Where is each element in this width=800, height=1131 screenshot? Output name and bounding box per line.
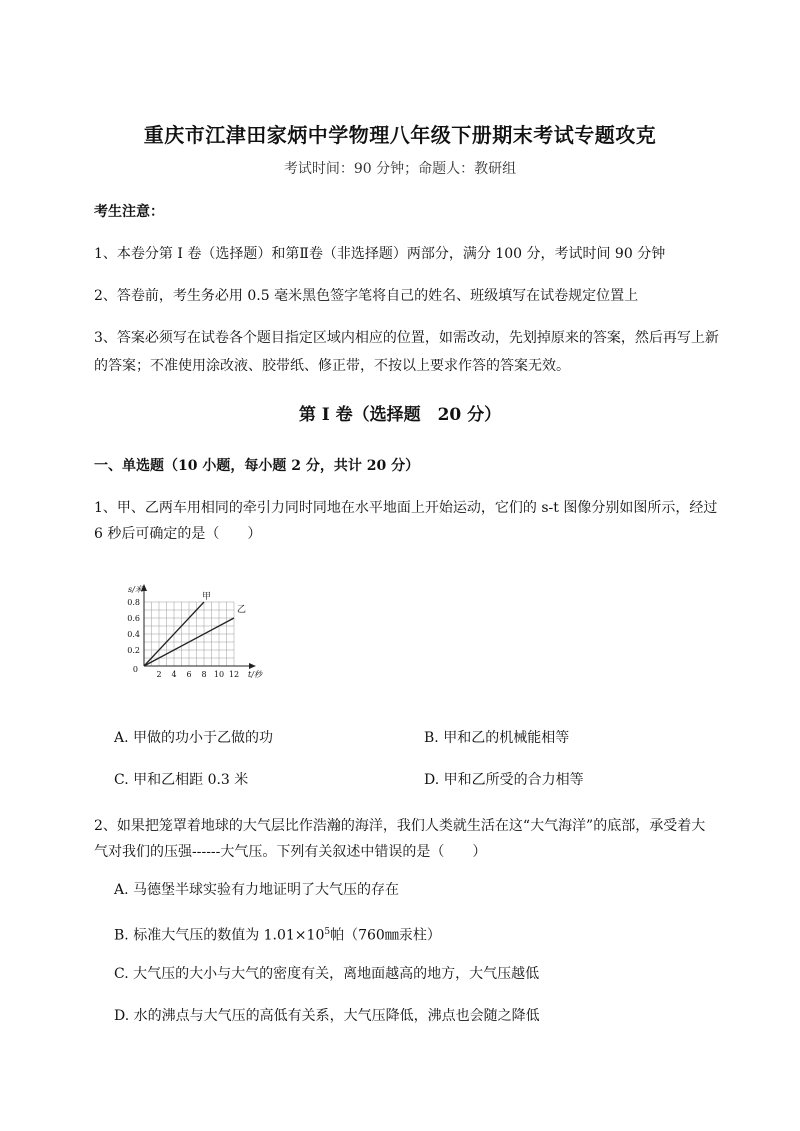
q1-option-a[interactable]: A. 甲做的功小于乙做的功 xyxy=(114,730,274,746)
y-axis-title: s/米 xyxy=(128,585,143,594)
notice-item-2: 2、答卷前，考生务必用 0.5 毫米黑色签字笔将自己的姓名、班级填写在试卷规定位置上 xyxy=(94,288,639,304)
page-title: 重庆市江津田家炳中学物理八年级下册期末考试专题攻克 xyxy=(143,123,657,147)
origin-label: 0 xyxy=(132,665,138,674)
y-tick-label: 0.6 xyxy=(127,614,140,623)
exam-info: 考试时间：90 分钟；命题人：教研组 xyxy=(283,161,517,177)
x-tick-label: 10 xyxy=(213,670,225,679)
part-heading: 一、单选题（10 小题，每小题 2 分，共计 20 分） xyxy=(94,458,420,474)
chart-axes xyxy=(141,584,256,669)
q2-option-b-suffix: 帕（760㎜汞柱） xyxy=(330,927,441,944)
q2-option-b[interactable] xyxy=(114,922,441,946)
x-tick-label: 4 xyxy=(171,670,177,679)
x-tick-label: 2 xyxy=(156,670,162,679)
section-title: 第 I 卷（选择题 20 分） xyxy=(298,405,502,425)
notice-heading: 考生注意： xyxy=(94,204,164,220)
x-tick-label: 8 xyxy=(201,670,207,679)
y-tick-label: 0.4 xyxy=(127,630,140,639)
x-tick-label: 6 xyxy=(186,670,192,679)
y-tick-label: 0.8 xyxy=(127,598,140,607)
x-tick-label: 12 xyxy=(228,670,240,679)
q2-option-c[interactable]: C. 大气压的大小与大气的密度有关，离地面越高的地方，大气压越低 xyxy=(114,966,540,982)
question-1-stem-line1: 1、甲、乙两车用相同的牵引力同时同地在水平地面上开始运动，它们的 s-t 图像分别如图所示，经过 xyxy=(94,500,718,516)
series-label: 乙 xyxy=(237,605,247,615)
chart-labels xyxy=(127,585,264,679)
q2-option-b-exponent: 5 xyxy=(324,927,331,937)
question-2-stem-line1: 2、如果把笼罩着地球的大气层比作浩瀚的海洋，我们人类就生活在这“大气海洋”的底部，承受着大 xyxy=(94,818,706,834)
question-1-stem-line2: 6 秒后可确定的是（ ） xyxy=(94,526,262,542)
notice-item-3: 3、答案必须写在试卷各个题目指定区域内相应的位置，如需改动，先划掉原来的答案，然后再写上新的答案；不准使用涂改液、胶带纸、修正带，不按以上要求作答的答案无效。 xyxy=(94,330,719,374)
st-graph xyxy=(112,570,272,690)
q1-option-b[interactable]: B. 甲和乙的机械能相等 xyxy=(424,730,570,746)
q2-option-a[interactable]: A. 马德堡半球实验有力地证明了大气压的存在 xyxy=(114,882,400,898)
question-2-stem-line2: 气对我们的压强------大气压。下列有关叙述中错误的是（ ） xyxy=(94,844,487,860)
x-axis-title: t/秒 xyxy=(248,670,262,679)
series-label: 甲 xyxy=(202,592,212,602)
notice-item-1: 1、本卷分第 I 卷（选择题）和第Ⅱ卷（非选择题）两部分，满分 100 分，考试时间 90 分钟 xyxy=(94,246,666,262)
x-axis-arrow xyxy=(249,663,256,669)
q1-option-d[interactable]: D. 甲和乙所受的合力相等 xyxy=(424,772,584,788)
q1-option-c[interactable]: C. 甲和乙相距 0.3 米 xyxy=(114,772,249,788)
q2-option-b-prefix: B. 标准大气压的数值为 1.01×10 xyxy=(114,927,325,944)
chart-grid xyxy=(144,602,234,666)
y-tick-label: 0.2 xyxy=(127,646,140,655)
q2-option-d[interactable]: D. 水的沸点与大气压的高低有关系，大气压降低，沸点也会随之降低 xyxy=(114,1008,540,1024)
